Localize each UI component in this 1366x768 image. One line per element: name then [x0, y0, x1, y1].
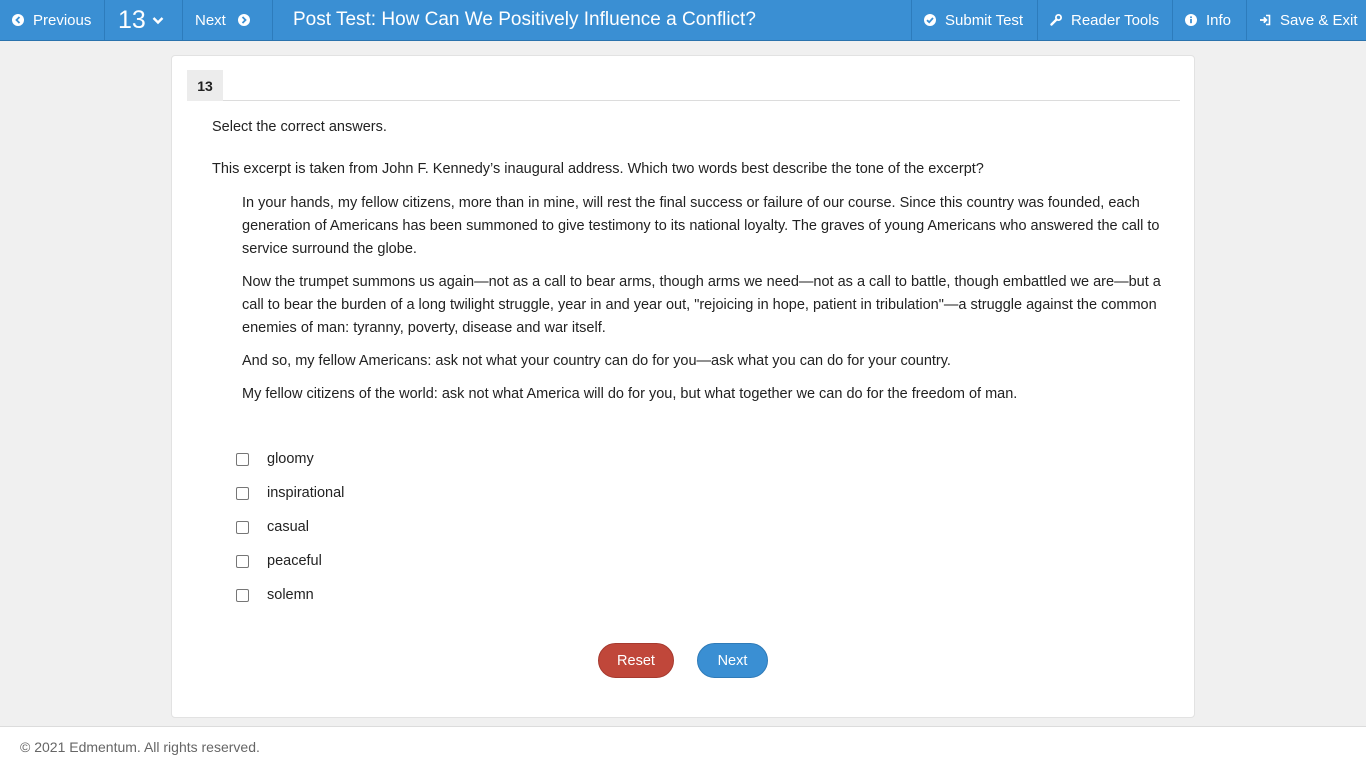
- choice-checkbox[interactable]: [236, 555, 249, 568]
- arrow-right-circle-icon: [238, 14, 250, 26]
- save-exit-label: Save & Exit: [1280, 11, 1358, 29]
- test-title: Post Test: How Can We Positively Influence a Conflict?: [293, 9, 756, 30]
- choice-label: inspirational: [267, 485, 345, 501]
- speech-excerpt: [242, 192, 1162, 416]
- reset-button[interactable]: Reset: [598, 643, 674, 678]
- submit-test-label: Submit Test: [945, 11, 1024, 29]
- choice-gloomy[interactable]: [236, 442, 344, 476]
- info-circle-icon: [1185, 14, 1197, 26]
- reader-tools-label: Reader Tools: [1071, 11, 1160, 29]
- question-number-display: 13: [118, 5, 146, 34]
- next-button[interactable]: Next: [697, 643, 768, 678]
- question-number-badge: 13: [187, 70, 223, 101]
- top-toolbar: [0, 0, 1366, 41]
- sign-in-icon: [1259, 14, 1271, 26]
- chevron-down-icon: [152, 16, 164, 25]
- previous-button[interactable]: [0, 0, 105, 40]
- choice-checkbox[interactable]: [236, 521, 249, 534]
- next-question-button[interactable]: [183, 0, 273, 40]
- excerpt-paragraph: In your hands, my fellow citizens, more than in mine, will rest the final success or failure of our course. Since this country was founded, each generation of Americans has been summoned to give testimony to its national loyalty. The graves of young Americans who answered the call to service surround the globe.: [242, 195, 1160, 257]
- next-label: Next: [195, 11, 226, 29]
- save-exit-button[interactable]: [1246, 0, 1366, 40]
- copyright-text: © 2021 Edmentum. All rights reserved.: [20, 739, 260, 755]
- question-card: [171, 55, 1195, 718]
- info-label: Info: [1206, 11, 1232, 29]
- choice-label: solemn: [267, 587, 314, 603]
- choice-label: peaceful: [267, 553, 322, 569]
- question-selector-dropdown[interactable]: [105, 0, 183, 40]
- choice-checkbox[interactable]: [236, 487, 249, 500]
- arrow-left-circle-icon: [12, 14, 24, 26]
- choice-label: casual: [267, 519, 309, 535]
- choice-checkbox[interactable]: [236, 453, 249, 466]
- choice-label: gloomy: [267, 451, 314, 467]
- choice-checkbox[interactable]: [236, 589, 249, 602]
- answer-choices: [236, 442, 344, 612]
- question-header: [187, 70, 1180, 101]
- reader-tools-button[interactable]: [1037, 0, 1172, 40]
- choice-inspirational[interactable]: [236, 476, 344, 510]
- check-circle-icon: [924, 14, 936, 26]
- info-button[interactable]: [1172, 0, 1246, 40]
- wrench-icon: [1050, 14, 1062, 26]
- question-prompt: This excerpt is taken from John F. Kennedy’s inaugural address. Which two words best describe the tone of the excerpt?: [212, 161, 984, 177]
- page-footer: [0, 726, 1366, 768]
- choice-casual[interactable]: [236, 510, 344, 544]
- question-instruction: Select the correct answers.: [212, 119, 387, 135]
- previous-label: Previous: [33, 11, 92, 29]
- excerpt-paragraph: My fellow citizens of the world: ask not what America will do for you, but what together we can do for the freedom of man.: [242, 386, 1018, 402]
- choice-peaceful[interactable]: [236, 544, 344, 578]
- excerpt-paragraph: Now the trumpet summons us again—not as a call to bear arms, though arms we need—not as a call to battle, though embattled we are—but a call to bear the burden of a long twilight struggle, year in and year out, "rejoicing in hope, patient in tribulation"—a struggle against the common enemies of man: tyranny, poverty, disease and war itself.: [242, 274, 1161, 336]
- choice-solemn[interactable]: [236, 578, 344, 612]
- excerpt-paragraph: And so, my fellow Americans: ask not what your country can do for you—ask what you can do for your country.: [242, 353, 951, 369]
- submit-test-button[interactable]: [911, 0, 1037, 40]
